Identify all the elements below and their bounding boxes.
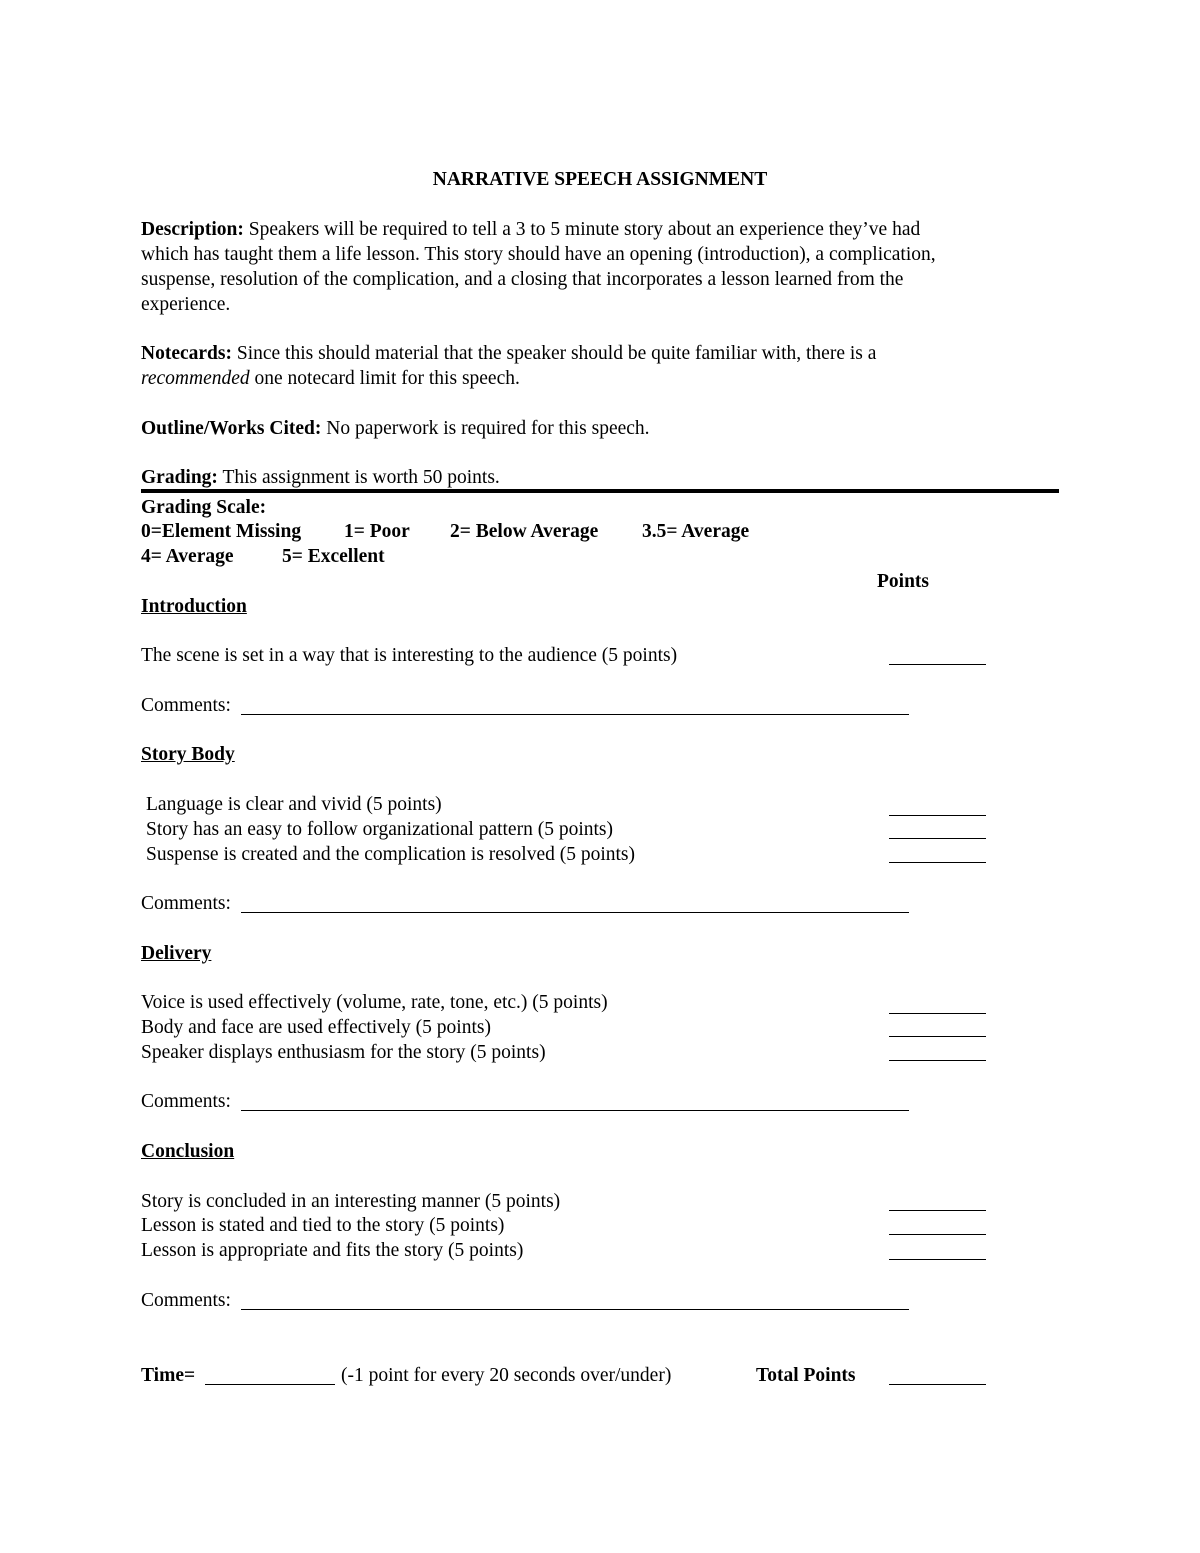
criterion-conclusion-3: Lesson is appropriate and fits the story (5 points) <box>141 1240 524 1261</box>
comments-line-intro[interactable] <box>241 714 909 715</box>
criterion-conclusion-2: Lesson is stated and tied to the story (5 points) <box>141 1215 505 1236</box>
criterion-body-2: Story has an easy to follow organizational pattern (5 points) <box>146 819 613 840</box>
score-blank-delivery-2[interactable] <box>889 1036 986 1037</box>
criterion-delivery-2: Body and face are used effectively (5 points) <box>141 1017 491 1038</box>
score-blank-delivery-1[interactable] <box>889 1013 986 1014</box>
criterion-delivery-1: Voice is used effectively (volume, rate, tone, etc.) (5 points) <box>141 992 608 1013</box>
scale-item-0: 0=Element Missing <box>141 521 302 542</box>
grading-label: Grading: <box>141 467 218 488</box>
time-label: Time= <box>141 1365 196 1386</box>
description-line-1 <box>141 218 920 241</box>
grading-text: This assignment is worth 50 points. <box>222 467 500 488</box>
notecards-text-1: Since this should material that the speaker should be quite familiar with, there is a <box>236 343 877 364</box>
description-label: Description: <box>141 219 244 240</box>
section-heading-introduction: Introduction <box>141 596 247 617</box>
score-blank-conclusion-2[interactable] <box>889 1234 986 1235</box>
scale-item-1: 1= Poor <box>344 521 410 542</box>
total-points-label: Total Points <box>756 1365 856 1386</box>
criterion-body-1: Language is clear and vivid (5 points) <box>146 794 442 815</box>
notecards-recommended: recommended <box>141 368 250 389</box>
time-penalty-note: (-1 point for every 20 seconds over/under) <box>341 1365 672 1386</box>
description-text-1: Speakers will be required to tell a 3 to 5 minute story about an experience they’ve had <box>248 219 921 240</box>
total-points-blank[interactable] <box>889 1384 986 1385</box>
scale-item-3: 3.5= Average <box>642 521 750 542</box>
page-title: NARRATIVE SPEECH ASSIGNMENT <box>432 169 768 190</box>
score-blank-body-1[interactable] <box>889 815 986 816</box>
comments-label-body: Comments: <box>141 893 231 914</box>
notecards-line-2 <box>141 367 520 390</box>
section-heading-conclusion: Conclusion <box>141 1141 235 1162</box>
points-column-header: Points <box>877 571 930 592</box>
score-blank-body-2[interactable] <box>889 838 986 839</box>
score-blank-intro-1[interactable] <box>889 664 986 665</box>
criterion-intro-1: The scene is set in a way that is interesting to the audience (5 points) <box>141 645 678 666</box>
notecards-line-1 <box>141 342 876 365</box>
section-heading-delivery: Delivery <box>141 943 212 964</box>
comments-label-intro: Comments: <box>141 695 231 716</box>
grading-scale-heading: Grading Scale: <box>141 497 267 518</box>
scale-item-2: 2= Below Average <box>450 521 599 542</box>
score-blank-conclusion-1[interactable] <box>889 1210 986 1211</box>
comments-label-conclusion: Comments: <box>141 1290 231 1311</box>
grading-line <box>141 466 500 489</box>
section-heading-story-body: Story Body <box>141 744 235 765</box>
comments-line-conclusion[interactable] <box>241 1309 909 1310</box>
criterion-body-3: Suspense is created and the complication is resolved (5 points) <box>146 844 636 865</box>
criterion-conclusion-1: Story is concluded in an interesting manner (5 points) <box>141 1191 561 1212</box>
description-line-3: suspense, resolution of the complication, and a closing that incorporates a lesson learned from the <box>141 269 904 290</box>
scale-item-5: 5= Excellent <box>282 546 385 567</box>
score-blank-conclusion-3[interactable] <box>889 1259 986 1260</box>
notecards-label: Notecards: <box>141 343 232 364</box>
description-line-2: which has taught them a life lesson. This story should have an opening (introduction), a complication, <box>141 244 936 265</box>
outline-text: No paperwork is required for this speech. <box>326 418 650 439</box>
scale-item-4: 4= Average <box>141 546 234 567</box>
outline-label: Outline/Works Cited: <box>141 418 322 439</box>
description-line-4: experience. <box>141 294 231 315</box>
outline-line <box>141 417 650 440</box>
time-blank[interactable] <box>205 1384 335 1385</box>
notecards-text-2: one notecard limit for this speech. <box>254 368 520 389</box>
comments-line-body[interactable] <box>241 912 909 913</box>
score-blank-body-3[interactable] <box>889 862 986 863</box>
comments-label-delivery: Comments: <box>141 1091 231 1112</box>
score-blank-delivery-3[interactable] <box>889 1060 986 1061</box>
comments-line-delivery[interactable] <box>241 1110 909 1111</box>
criterion-delivery-3: Speaker displays enthusiasm for the story (5 points) <box>141 1042 546 1063</box>
section-divider <box>141 489 1059 493</box>
